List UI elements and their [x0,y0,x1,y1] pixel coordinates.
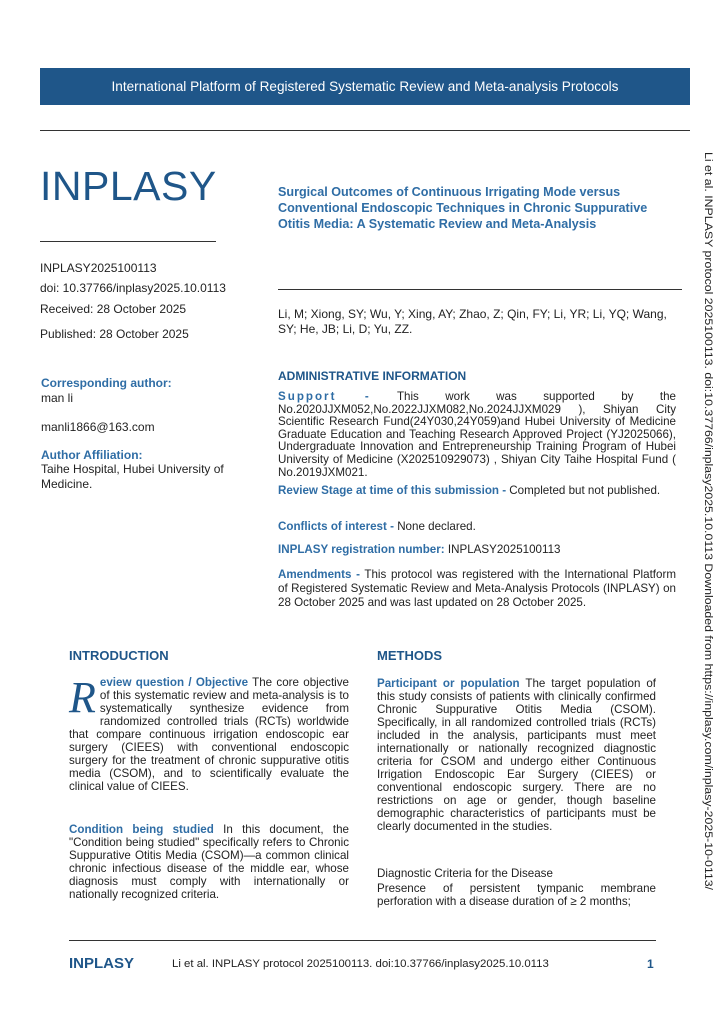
published-date: Published: 28 October 2025 [40,327,189,341]
amendments-label: Amendments - [278,568,360,581]
conflicts-paragraph [278,521,676,534]
support-paragraph [278,391,676,479]
title-rule [278,289,682,290]
review-question-paragraph [69,673,350,793]
administrative-information-heading: ADMINISTRATIVE INFORMATION [278,369,467,383]
population-paragraph [377,677,656,833]
inplasy-logo: INPLASY [40,163,217,209]
affiliation-text: Taihe Hospital, Hubei University of Medicine. [41,462,224,491]
side-download-note [700,152,720,892]
doi-link[interactable]: doi: 10.37766/inplasy2025.10.0113 [40,281,226,295]
corresponding-author-name: man li [41,391,74,405]
support-text: This work was supported by the No.2020JJXM052,No.2022JJXM082,No.2024JJXM029 ), Shiyan City Scientific Research Fund(24Y030,24Y059)and Hubei University of Medicine Graduate Education and Teaching Research Approved Project (YJ2025066), Undergraduate Innovation and Entrepreneurship Training Program of Hubei University of Medicine (X202510929073) , Shiyan City Taihe Hospital Fund ( No.2019JXM021. [278,390,676,479]
affiliation-heading: Author Affiliation: [41,448,143,462]
logo-rule [40,241,216,242]
review-stage-text: Completed but not published. [509,484,661,497]
received-date: Received: 28 October 2025 [40,302,187,316]
footer-rule [69,940,656,941]
population-text: The target population of this study consists of patients with clinically confirmed Chronic Suppurative Otitis Media (CSOM). Specifically, in all randomized controlled trials (RCTs) included in the analysis, participants must meet internationally or nationally recognized diagnostic criteria for CSOM and undergo either Continuous Irrigation Endoscopic Ear Surgery (CIEES) or conventional endoscopic surgery. There are no restrictions on age or gender, though baseline demographic characteristics of participants must be clearly documented in the studies. [377,677,656,833]
registration-number-label: INPLASY registration number: [278,543,445,556]
side-download-text: Li et al. INPLASY protocol 2025100113. doi:10.37766/inplasy2025.10.0113 Downloaded from https://inplasy.com/inplasy-2025-10-0113/ [702,152,714,834]
footer-logo: INPLASY [69,955,135,972]
review-stage-label: Review Stage at time of this submission - [278,484,507,497]
condition-paragraph [69,823,349,901]
amendments-text: This protocol was registered with the International Platform of Registered Systematic Review and Meta-Analysis Protocols (INPLASY) on 28 October 2025 and was last updated on 28 October 2025. [278,568,676,609]
header-rule [40,130,690,131]
registration-number-paragraph [278,544,676,557]
drop-cap: R [69,673,96,722]
condition-text: In this document, the "Condition being studied" specifically refers to Chronic Suppurative Otitis Media (CSOM)—a common clinical chronic infectious disease of the middle ear, whose diagnosis must comply with internationally or nationally recognized criteria. [69,823,349,901]
methods-heading: METHODS [377,648,442,663]
amendments-paragraph [278,568,676,610]
conflicts-text: None declared. [397,520,476,533]
diagnostic-criteria-text: Presence of persistent tympanic membrane perforation with a disease duration of ≥ 2 months; [377,882,656,908]
journal-banner [40,68,690,105]
condition-label: Condition being studied [69,823,214,836]
population-label: Participant or population [377,677,520,690]
page-number: 1 [647,957,654,971]
conflicts-label: Conflicts of interest - [278,520,394,533]
review-question-label: eview question / Objective [99,676,249,689]
corresponding-author-heading: Corresponding author: [41,376,172,390]
side-download-svg [700,152,720,892]
support-label: Support - [278,390,371,403]
corresponding-author-email[interactable]: manli1866@163.com [41,420,155,434]
journal-banner-text: International Platform of Registered Systematic Review and Meta-analysis Protocols [111,79,619,94]
article-title: Surgical Outcomes of Continuous Irrigating Mode versus Conventional Endoscopic Techniques in Chronic Suppurative Otitis Media: A Systematic Review and Meta-Analysis [278,185,648,231]
introduction-heading: INTRODUCTION [69,648,169,663]
footer-citation: Li et al. INPLASY protocol 2025100113. doi:10.37766/inplasy2025.10.0113 [172,958,549,970]
review-question-text: The core objective of this systematic review and meta-analysis is to systematically synthesize evidence from randomized controlled trials (RCTs) worldwide that compare continuous irrigation endoscopic ear surgery (CIEES) with conventional endoscopic surgery for the treatment of chronic suppurative otitis media (CSOM), and to scientifically evaluate the clinical value of CIEES. [69,676,350,793]
diagnostic-criteria-heading: Diagnostic Criteria for the Disease [377,867,553,880]
author-list: Li, M; Xiong, SY; Wu, Y; Xing, AY; Zhao, Z; Qin, FY; Li, YR; Li, YQ; Wang, SY; He, JB; Li, D; Yu, ZZ. [278,307,667,336]
review-stage-paragraph [278,485,676,498]
registration-number-text: INPLASY2025100113 [447,543,561,556]
registration-id: INPLASY2025100113 [40,261,157,275]
